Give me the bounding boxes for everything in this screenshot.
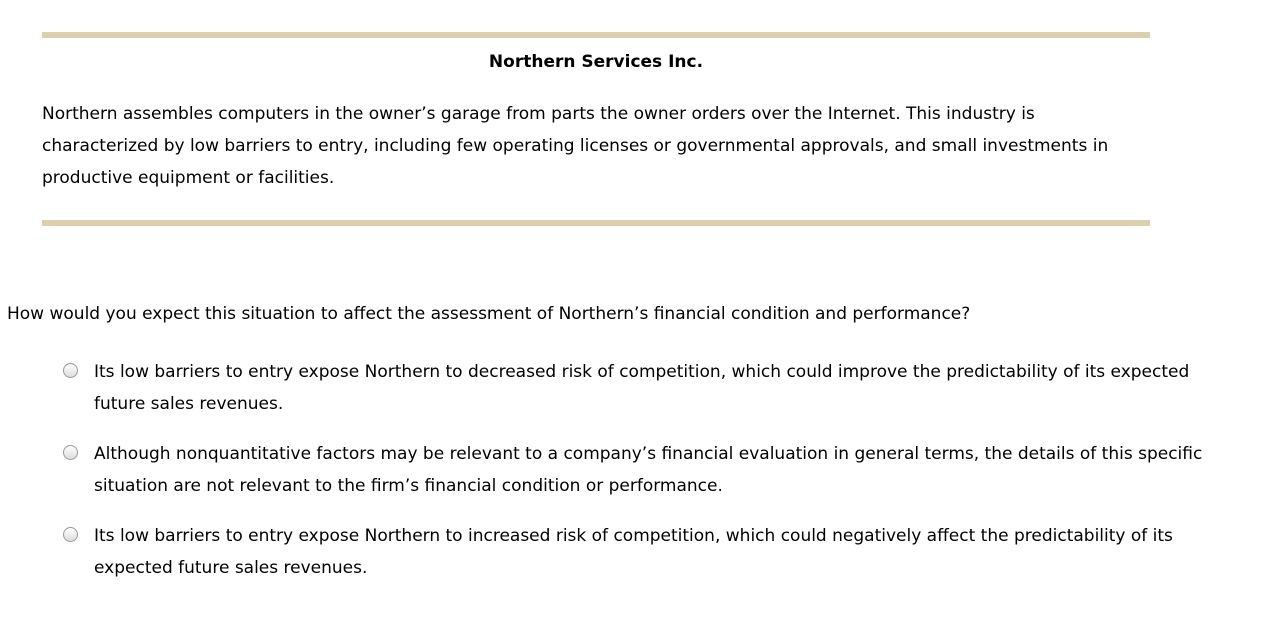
answer-option-label[interactable]: Although nonquantitative factors may be relevant to a company’s financial evaluation in general terms, the details of this specific situation are not relevant to the firm’s financial condition or performance. bbox=[94, 444, 1203, 496]
answer-options bbox=[63, 356, 1263, 602]
question-prompt: How would you expect this situation to affect the assessment of Northern’s financial condition and performance? bbox=[7, 304, 971, 324]
case-description: Northern assembles computers in the owner’s garage from parts the owner orders over the Internet. This industry is characterized by low barriers to entry, including few operating licenses or governmental approvals, and small investments in productive equipment or facilities. bbox=[42, 104, 1109, 188]
radio-button-icon[interactable] bbox=[63, 363, 78, 378]
case-study-box bbox=[42, 32, 1150, 226]
answer-option-2[interactable] bbox=[63, 438, 1263, 502]
answer-option-label[interactable]: Its low barriers to entry expose Northern to increased risk of competition, which could negatively affect the predictability of its expected future sales revenues. bbox=[94, 526, 1173, 578]
answer-option-3[interactable] bbox=[63, 520, 1263, 584]
case-title: Northern Services Inc. bbox=[488, 52, 704, 72]
top-divider bbox=[42, 32, 1150, 38]
bottom-divider bbox=[42, 220, 1150, 226]
radio-button-icon[interactable] bbox=[63, 527, 78, 542]
answer-option-1[interactable] bbox=[63, 356, 1263, 420]
answer-option-label[interactable]: Its low barriers to entry expose Northern to decreased risk of competition, which could improve the predictability of its expected future sales revenues. bbox=[94, 362, 1190, 414]
radio-button-icon[interactable] bbox=[63, 445, 78, 460]
